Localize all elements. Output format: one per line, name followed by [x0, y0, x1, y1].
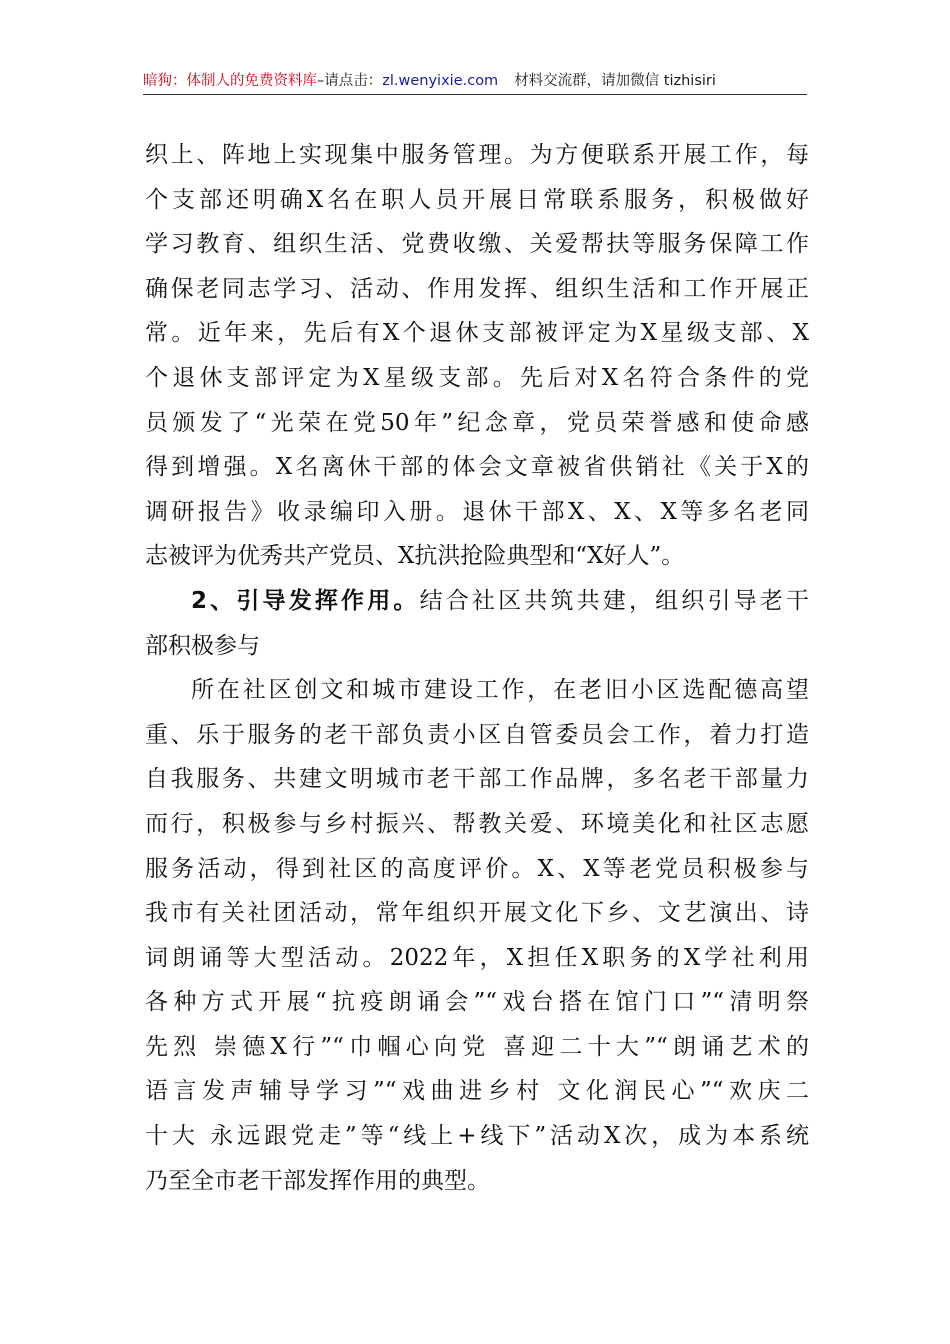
text-line: 个退休支部评定为X星级支部。先后对X名符合条件的党 — [145, 364, 809, 391]
header-divider — [143, 94, 807, 95]
text-line: 织上、阵地上实现集中服务管理。为方便联系开展工作，每 — [145, 142, 809, 168]
paragraph-1 — [145, 133, 809, 579]
text-line: 先烈 崇德X行”“巾帼心向党 喜迎二十大”“朗诵艺术的 — [145, 1033, 809, 1060]
text-line: 志被评为优秀共产党员、X抗洪抢险典型和“X好人”。 — [145, 543, 685, 570]
section-2 — [145, 579, 809, 668]
text-line: 确保老同志学习、活动、作用发挥、组织生活和工作开展正 — [145, 275, 809, 302]
text-line: 学习教育、组织生活、党费收缴、关爱帮扶等服务保障工作 — [145, 231, 809, 258]
header-link[interactable]: zl.wenyixie.com — [382, 73, 499, 89]
document-body — [145, 133, 809, 1203]
text-line: 我市有关社团活动，常年组织开展文化下乡、文艺演出、诗 — [145, 900, 809, 927]
text-line: 部积极参与 — [145, 632, 260, 659]
header-contact: 材料交流群，请加微信 tizhisiri — [514, 73, 716, 89]
text-line: 所在社区创文和城市建设工作，在老旧小区选配德高望 — [191, 677, 809, 704]
section-2-heading-rest: 结合社区共筑共建，组织引导老干 — [419, 587, 809, 614]
page-header — [143, 68, 807, 94]
text-line: 得到增强。X名离休干部的体会文章被省供销社《关于X的 — [145, 454, 809, 481]
text-line: 而行，积极参与乡村振兴、帮教关爱、环境美化和社区志愿 — [145, 810, 809, 837]
text-line: 重、乐于服务的老干部负责小区自管委员会工作，着力打造 — [145, 721, 809, 748]
text-line: 十大 永远跟党走”等“线上+线下”活动X次，成为本系统 — [145, 1123, 809, 1150]
header-click-prefix: –请点击： — [317, 73, 383, 89]
text-line: 常。近年来，先后有X个退休支部被评定为X星级支部、X — [145, 320, 809, 347]
text-line: 个支部还明确X名在职人员开展日常联系服务，积极做好 — [145, 186, 809, 213]
section-2-heading: 2、引导发挥作用。 — [191, 587, 420, 614]
paragraph-2 — [145, 668, 809, 1203]
text-line: 服务活动，得到社区的高度评价。X、X等老党员积极参与 — [145, 855, 809, 882]
text-line: 词朗诵等大型活动。2022年，X担任X职务的X学社利用 — [145, 944, 809, 971]
text-line: 员颁发了“光荣在党50年”纪念章，党员荣誉感和使命感 — [145, 409, 809, 436]
section-2-first-line — [145, 579, 809, 624]
text-line: 自我服务、共建文明城市老干部工作品牌，多名老干部量力 — [145, 766, 809, 793]
header-brand: 暗狗：体制人的免费资料库 — [143, 73, 317, 89]
text-line: 调研报告》收录编印入册。退休干部X、X、X等多名老同 — [145, 498, 809, 525]
text-line: 语言发声辅导学习”“戏曲进乡村 文化润民心”“欢庆二 — [145, 1078, 809, 1105]
text-line: 各种方式开展“抗疫朗诵会”“戏台搭在馆门口”“清明祭 — [145, 989, 809, 1016]
text-line: 乃至全市老干部发挥作用的典型。 — [145, 1167, 490, 1194]
